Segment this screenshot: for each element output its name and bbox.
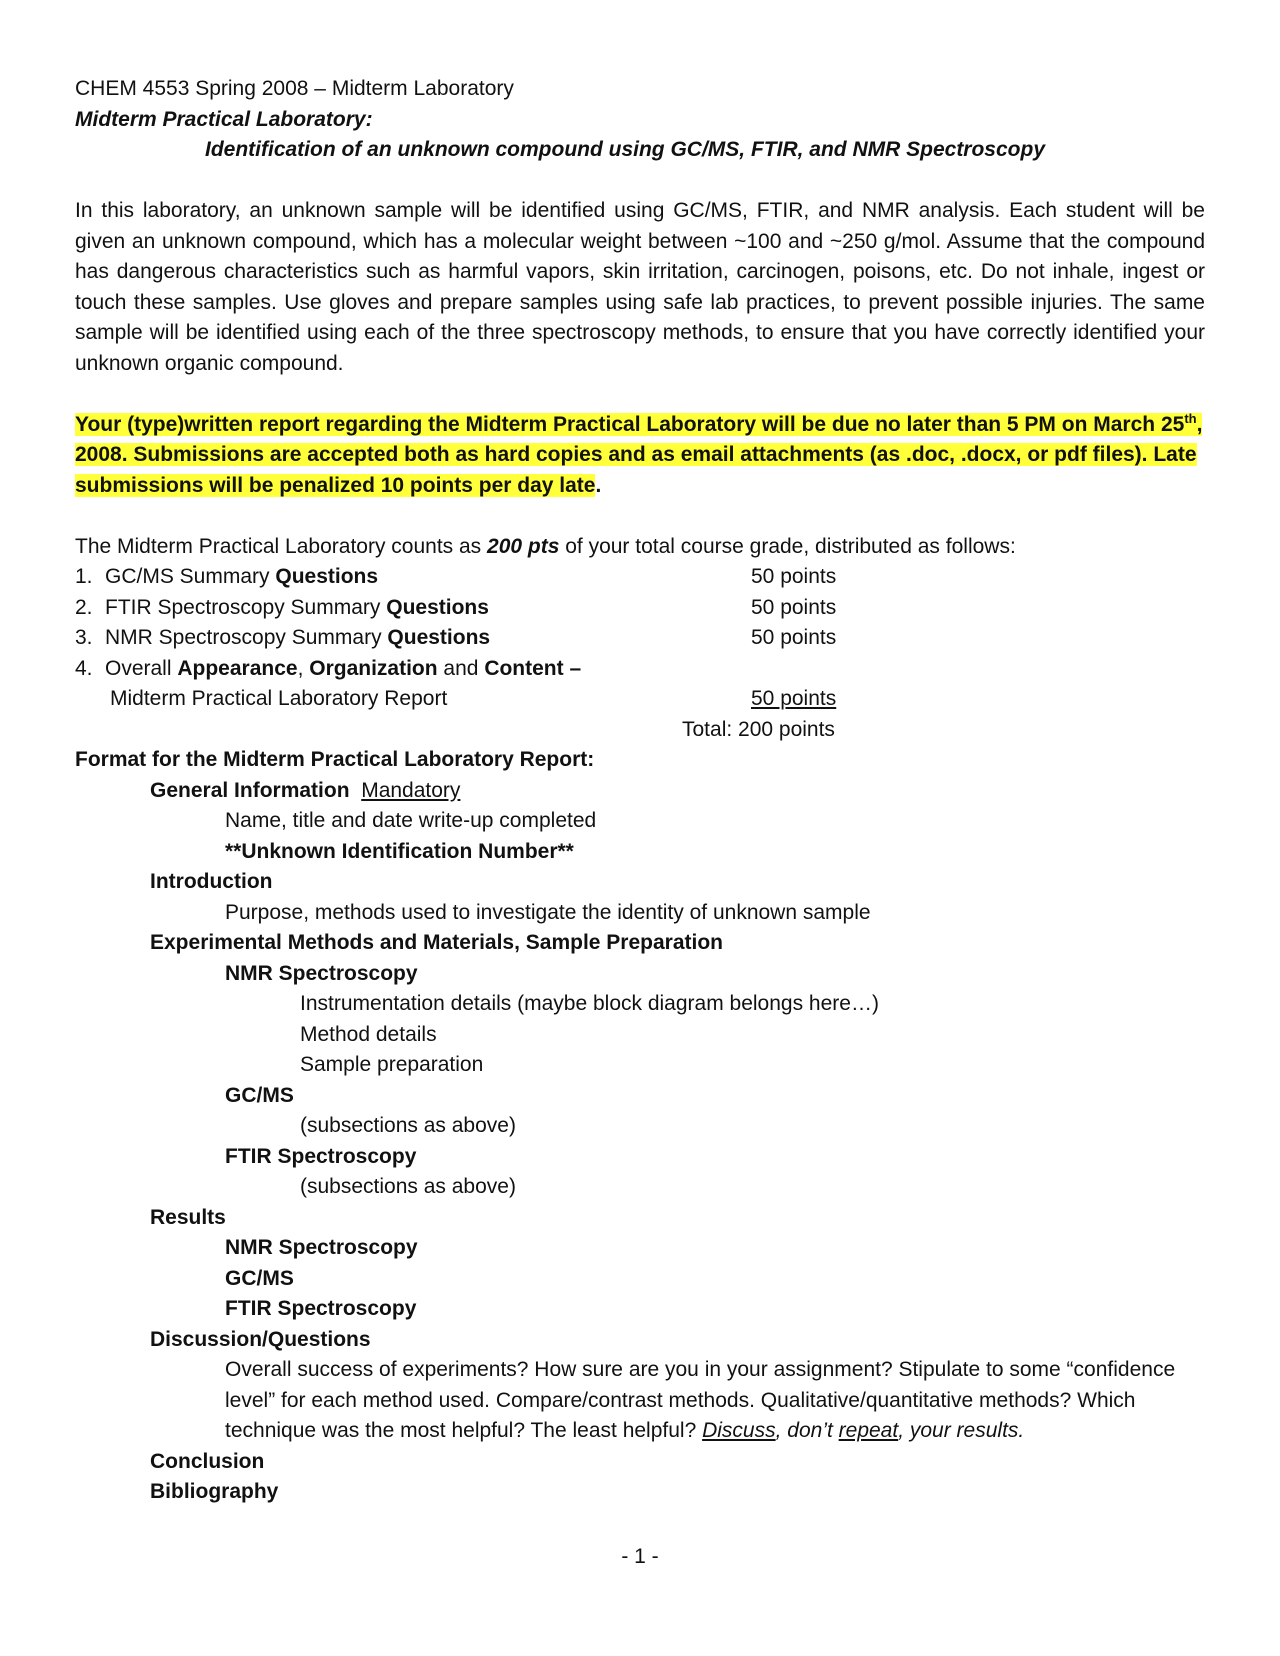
general-info-heading	[75, 776, 1205, 807]
grading-item-bold: Questions	[387, 626, 491, 649]
grading-item-points: 50 points	[751, 565, 837, 588]
spacer	[75, 166, 1205, 197]
deadline-end: .	[595, 473, 602, 497]
grading-item-2	[75, 593, 1205, 624]
gcms-subsections-item: (subsections as above)	[300, 1114, 516, 1137]
grading-item-bold: Questions	[275, 565, 379, 588]
results-gcms: GC/MS	[225, 1266, 294, 1290]
page-number: - 1 -	[621, 1545, 659, 1568]
grading-intro-before: The Midterm Practical Laboratory counts as	[75, 534, 488, 558]
repeat-word: repeat	[838, 1419, 899, 1442]
grading-item-text: GC/MS Summary	[105, 565, 276, 588]
general-info-label: General Information	[150, 778, 350, 802]
discuss-word: Discuss	[702, 1419, 776, 1442]
list-number: 1.	[75, 565, 93, 588]
experimental-heading: Experimental Methods and Materials, Sample Preparation	[150, 931, 723, 954]
sample-prep-item: Sample preparation	[300, 1053, 484, 1076]
dont-text: , don’t	[775, 1419, 839, 1442]
document-subtitle: Identification of an unknown compound using GC/MS, FTIR, and NMR Spectroscopy	[205, 138, 1045, 161]
grading-item-4	[75, 654, 1205, 685]
grading-item4-t2: ,	[297, 656, 310, 680]
grading-item-text: FTIR Spectroscopy Summary	[105, 595, 387, 619]
deadline-part1: Your (type)written report regarding the Midterm Practical Laboratory will be due no later than 5 PM on March 25	[75, 412, 1185, 436]
discussion-text	[75, 1355, 1205, 1447]
mandatory-label: Mandatory	[361, 778, 461, 802]
grading-total: Total: 200 points	[682, 717, 835, 741]
results-ftir: FTIR Spectroscopy	[225, 1297, 417, 1320]
grading-intro-pts: 200 pts	[487, 534, 560, 558]
grading-item4-b2: Organization	[309, 656, 438, 680]
document-title: Midterm Practical Laboratory:	[75, 107, 373, 131]
grading-item4-b1: Appearance	[177, 656, 298, 680]
bibliography-heading: Bibliography	[150, 1480, 279, 1503]
format-heading: Format for the Midterm Practical Laboratory Report:	[75, 748, 595, 771]
document-content	[75, 74, 1205, 1508]
spacer	[75, 501, 1205, 532]
grading-item-points: 50 points	[751, 626, 837, 649]
list-number: 3.	[75, 626, 93, 649]
grading-item-3	[75, 623, 1205, 654]
grading-item-1	[75, 562, 1205, 593]
list-number: 4.	[75, 656, 93, 680]
conclusion-heading: Conclusion	[150, 1449, 265, 1473]
grading-item-text: NMR Spectroscopy Summary	[105, 626, 388, 649]
grading-intro-after: of your total course grade, distributed as follows:	[559, 534, 1016, 558]
deadline-highlight	[75, 410, 1203, 497]
instrumentation-item: Instrumentation details (maybe block diagram belongs here…)	[300, 992, 879, 1015]
ftir-subheading: FTIR Spectroscopy	[225, 1144, 417, 1168]
grading-total-row	[75, 715, 1205, 746]
spacer	[75, 379, 1205, 410]
method-details-item: Method details	[300, 1022, 437, 1046]
purpose-item: Purpose, methods used to investigate the identity of unknown sample	[225, 900, 871, 924]
deadline-part2: , 2008. Submissions are accepted both as hard copies and as email attachments (as .doc, .docx, or pdf files). Late submissions will be penalized 10 points per day late	[75, 412, 1203, 497]
grading-intro	[75, 532, 1205, 563]
discussion-body: Overall success of experiments? How sure are you in your assignment? Stipulate to some “confidence level” for each method used. Compare/contrast methods. Qualitative/quantitative methods? Which technique was the most helpful? The least helpful?	[225, 1358, 1176, 1442]
ftir-subsections-item: (subsections as above)	[300, 1175, 516, 1198]
gcms-subheading: GC/MS	[225, 1083, 294, 1107]
grading-item4-b3: Content –	[484, 656, 582, 680]
list-number: 2.	[75, 595, 93, 619]
name-title-item: Name, title and date write-up completed	[225, 809, 597, 832]
grading-item4-t3: and	[437, 656, 485, 680]
discussion-heading: Discussion/Questions	[150, 1327, 371, 1351]
deadline-notice	[75, 410, 1205, 502]
introduction-heading: Introduction	[150, 870, 273, 893]
grading-item-4-continuation	[75, 684, 1205, 715]
grading-item-points: 50 points	[751, 687, 837, 710]
grading-item-points: 50 points	[751, 595, 837, 619]
unknown-id-item: **Unknown Identification Number**	[225, 839, 574, 863]
deadline-sup: th	[1184, 410, 1197, 426]
intro-paragraph: In this laboratory, an unknown sample will be identified using GC/MS, FTIR, and NMR analysis. Each student will be given an unknown compound, which has a molecular weight between ~100 and ~250 g/mol. Assume that the compound has dangerous characteristics such as harmful vapors, skin irritation, carcinogen, poisons, etc. Do not inhale, ingest or touch these samples. Use gloves and prepare samples using safe lab practices, to prevent possible injuries. The same sample will be identified using each of the three spectroscopy methods, to ensure that you have correctly identified your unknown organic compound.	[75, 199, 1205, 375]
results-nmr: NMR Spectroscopy	[225, 1236, 418, 1259]
grading-item-bold: Questions	[386, 595, 489, 619]
grading-item4-t1: Overall	[105, 656, 178, 680]
course-line: CHEM 4553 Spring 2008 – Midterm Laboratory	[75, 77, 514, 100]
grading-item4-cont: Midterm Practical Laboratory Report	[110, 687, 448, 710]
results-heading: Results	[150, 1205, 226, 1229]
nmr-subheading: NMR Spectroscopy	[225, 961, 418, 985]
your-results-text: , your results.	[898, 1419, 1025, 1442]
